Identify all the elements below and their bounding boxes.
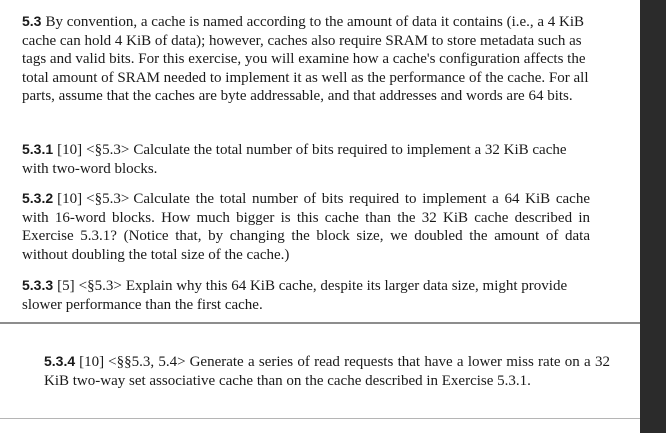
problem-5-3-intro bbox=[22, 12, 590, 106]
problem-points: [10] bbox=[79, 354, 105, 370]
problem-number: 5.3.2 bbox=[22, 190, 54, 206]
problem-points: [10] bbox=[57, 142, 83, 158]
problem-text: By convention, a cache is named according to the amount of data it contains (i.e., a 4 KiB cache can hold 4 KiB of data); however, caches also require SRAM to store metadata such as tags and valid bits. For this exercise, you will examine how a cache's configuration affects the total amount of SRAM needed to implement it as well as the performance of the cache. For all parts, assume that the caches are byte addressable, and that addresses and words are 64 bits. bbox=[22, 14, 589, 105]
problem-text: Calculate the total number of bits required to implement a 32 KiB cache with two-word blocks. bbox=[22, 142, 567, 177]
problem-number: 5.3.4 bbox=[44, 353, 76, 369]
problem-section-ref: <§5.3> bbox=[86, 191, 130, 207]
problem-5-3-4 bbox=[44, 352, 610, 390]
problem-5-3-3 bbox=[22, 276, 590, 314]
problem-text: Generate a series of read requests that have a lower miss rate on a 32 KiB two-way set associative cache than on the cache described in Exercise 5.3.1. bbox=[44, 354, 610, 389]
problem-points: [5] bbox=[57, 278, 75, 294]
problem-number: 5.3 bbox=[22, 13, 42, 29]
problem-section-ref: <§§5.3, 5.4> bbox=[108, 354, 186, 370]
bottom-divider bbox=[0, 418, 640, 419]
problem-points: [10] bbox=[57, 191, 83, 207]
problem-5-3-2 bbox=[22, 189, 590, 264]
problem-5-3-1 bbox=[22, 140, 590, 178]
problem-number: 5.3.3 bbox=[22, 277, 54, 293]
problem-number: 5.3.1 bbox=[22, 141, 54, 157]
problem-text: Calculate the total number of bits required to implement a 64 KiB cache with 16-word blocks. How much bigger is this cache than the 32 KiB cache described in Exercise 5.3.1? (Notice that, by changing the block size, we doubled the amount of data without doubling the total size of the cache.) bbox=[22, 191, 590, 263]
problem-section-ref: <§5.3> bbox=[86, 142, 130, 158]
problem-section-ref: <§5.3> bbox=[78, 278, 122, 294]
problem-text: Explain why this 64 KiB cache, despite its larger data size, might provide slower performance than the first cache. bbox=[22, 278, 568, 313]
section-divider bbox=[0, 322, 640, 324]
